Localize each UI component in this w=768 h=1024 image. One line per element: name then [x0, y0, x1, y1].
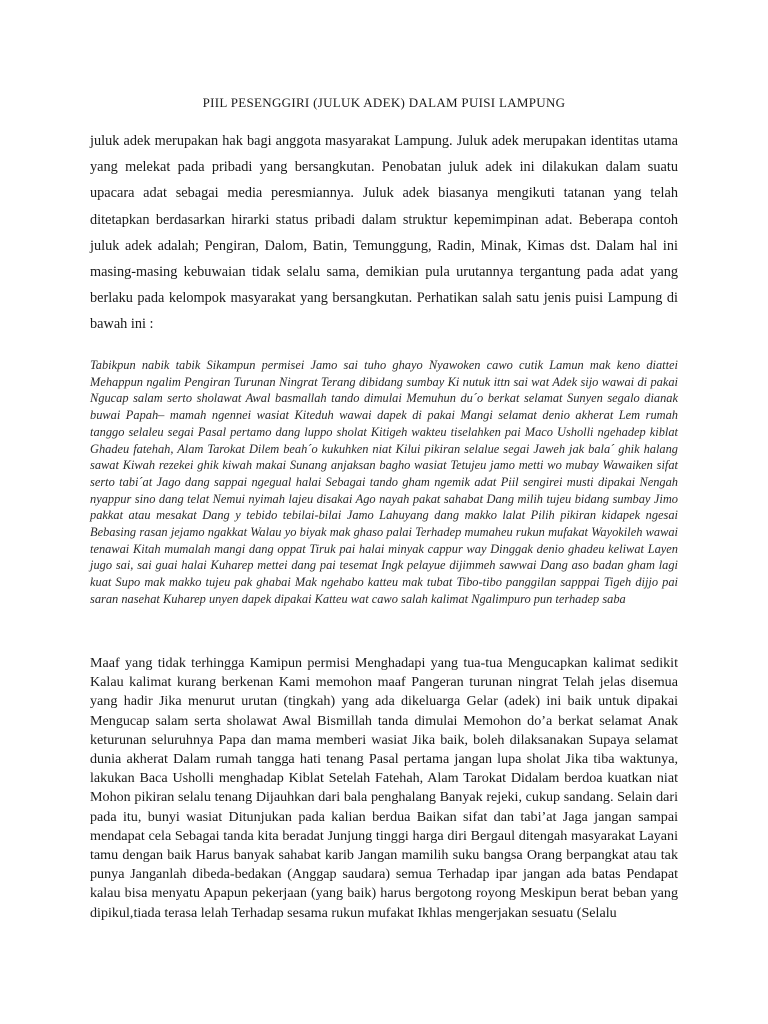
translation-paragraph: Maaf yang tidak terhingga Kamipun permisi Menghadapi yang tua-tua Mengucapkan kalimat sedikit Kalau kalimat kurang berkenan Kami memohon maaf Pangeran turunan ningrat Telah jelas disemua yang hadir Jika menurut urutan (tingkah) yang ada dikeluarga Gelar (adek) ini baik untuk dipakai Mengucap salam serta sholawat Awal Bismillah tanda dimulai Memohon do’a berkat selamat Anak keturunan seluruhnya Papa dan mama memberi wasiat Jika baik, boleh dilaksanakan Supaya selamat dunia akherat Dalam rumah tangga hati tenang Pasal pertama jangan lupa sholat Jika tiba waktunya, lakukan Baca Usholli menghadap Kiblat Setelah Fatehah, Alam Tarokat Didalam berdoa kuatkan niat Mohon pikiran selalu tenang Dijauhkan dari bala penghalang Banyak rejeki, cukup sandang. Selain dari pada itu, bunyi wasiat Ditunjukan pada kalian berdua Baikan sifat dan tabi’at Jaga jangan sampai mendapat cela Sebagai tanda kita beradat Junjung tinggi harga diri Bergaul ditengah masyarakat Layani tamu dengan baik Harus banyak sahabat karib Jangan mamilih suku bangsa Orang berpangkat atau tak punya Janganlah dibeda-bedakan (Anggap saudara) semua Terhadap ipar jangan ada batas Pendapat kalau bisa menyatu Apapun pekerjaan (yang baik) harus bergotong royong Meskipun berat beban yang dipikul,tiada terasa lelah Terhadap sesama rukun mufakat Ikhlas mengerjakan sesuatu (Selalu — [90, 655, 678, 921]
intro-paragraph: juluk adek merupakan hak bagi anggota masyarakat Lampung. Juluk adek merupakan identitas utama yang melekat pada pribadi yang bersangkutan. Penobatan juluk adek ini dilakukan dalam suatu upacara adat sebagai media peresmiannya. Juluk adek biasanya mengikuti tatanan yang telah ditetapkan berdasarkan hirarki status pribadi dalam struktur kepemimpinan adat. Beberapa contoh juluk adek adalah; Pengiran, Dalom, Batin, Temunggung, Radin, Minak, Kimas dst. Dalam hal ini masing-masing kebuwaian tidak selalu sama, demikian pula urutannya tergantung pada adat yang berlaku pada kelompok masyarakat yang bersangkutan. Perhatikan salah satu jenis puisi Lampung di bawah ini : — [90, 133, 678, 333]
poem-text: Tabikpun nabik tabik Sikampun permisei Jamo sai tuho ghayo Nyawoken cawo cutik Lamun mak keno diattei Mehappun ngalim Pengiran Turunan Ningrat Terang dibidang sumbay Ki nutuk ittn sai wat Adek sijo wawai di pakai Ngucap salam serto sholawat Awal basmallah tando dimulai Memuhun du´o berkat selamat Sunyen segalo dianak buwai Papah– mamah ngennei wasiat Kiteduh wawai dapek di pakai Mangi selamat denio akherat Lem rumah tanggo selaleu segai Pasal pertamo dang luppo sholat Kitigeh wakteu tiselahken pai Maco Usholli ngehadep kiblat Ghadeu fatehah, Alam Tarokat Dilem beah´o kukuhken niat Kilui pikiran selalue segai Jaweh jak bala´ ghik halang sawat Kiwah rezekei ghik kiwah makai Sunang anjaksan bagho wasiat Tetujeu jamo metti wo mubay Wawaiken sifat serto tabi´at Jago dang sappai ngegual halai Sebagai tando gham ngemik adat Piil sengirei musti dipakai Nengah nyappur sino dang telat Nemui nyimah lajeu disakai Ago nayah pakat sahabat Dang milih tujeu bidang sumbay Jimo pakkat atau mesakat Dang y tebido tebilai-bilai Jamo Lahuyang dang makko lalat Pilih pikiran kidapek ngesai Bebasing rasan jejamo ngakkat Walau yo biyak mak ghaso palai Terhadep mumaheu rukun mufakat Wayokileh wawai tenawai Kitah mumalah mangi dang oppat Tiruk pai halai minyak cappur way Dinggak denio ghadeu keliwat Layen jugo sai, sai guai halai Kuharep mettei dang pai tesemat Ingk pelayue dijimmeh sawwai Dang aso badan gham lagi kuat Supo mak makko tujeu pak ghabai Mak ngehabo katteu mak tubat Tibo-tibo panggilan sapppai Tigeh dijjo pai saran nasehat Kuharep unyen dapek dipakai Katteu wat cawo salah kalimat Ngalimpuro pun terhadep saba — [90, 358, 678, 606]
document-title: PIIL PESENGGIRI (JULUK ADEK) DALAM PUISI LAMPUNG — [202, 95, 566, 110]
